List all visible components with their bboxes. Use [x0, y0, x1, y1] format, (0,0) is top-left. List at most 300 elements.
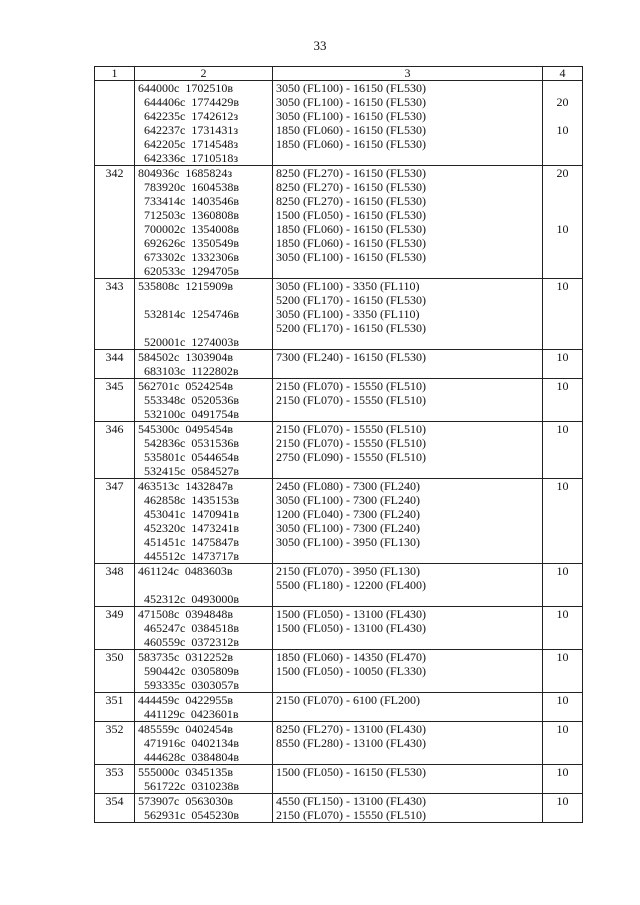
col4-value: 10 — [556, 279, 569, 293]
zone-number: 350 — [95, 650, 135, 693]
coordinate-line — [138, 564, 269, 578]
level-range: 1500 (FL050) - 13100 (FL430) — [276, 621, 426, 635]
longitude: 0384518в — [191, 621, 239, 635]
level-range: 1850 (FL060) - 16150 (FL530) — [276, 137, 426, 151]
col4-value — [546, 678, 579, 692]
coordinates-cell — [135, 81, 273, 166]
coordinate-line — [144, 464, 269, 478]
levels-cell — [273, 765, 543, 794]
table-row — [95, 379, 583, 422]
longitude: 0493000в — [191, 592, 239, 606]
col4-cell — [543, 693, 583, 722]
coordinate-line — [144, 507, 269, 521]
longitude: 0394848в — [185, 607, 233, 621]
level-range: 1850 (FL060) - 16150 (FL530) — [276, 236, 426, 250]
coordinate-line — [144, 707, 269, 721]
coordinate-line — [144, 236, 269, 250]
latitude: 555000с — [138, 765, 180, 779]
level-range: 3050 (FL100) - 3350 (FL110) — [276, 279, 420, 293]
col4-value: 10 — [556, 222, 569, 236]
levels-cell — [273, 379, 543, 422]
col4-cell — [543, 350, 583, 379]
coordinate-line — [144, 393, 269, 407]
latitude: 463513с — [138, 479, 180, 493]
coordinates-cell — [135, 564, 273, 607]
col4-value — [546, 335, 579, 349]
table-row — [95, 350, 583, 379]
col4-value — [546, 436, 579, 450]
zone-number: 343 — [95, 279, 135, 350]
zone-number: 346 — [95, 422, 135, 479]
coordinates-cell — [135, 350, 273, 379]
coordinate-line — [144, 364, 269, 378]
coordinate-line — [144, 222, 269, 236]
latitude: 545300с — [138, 422, 180, 436]
level-range: 1850 (FL060) - 16150 (FL530) — [276, 222, 426, 236]
coordinate-line — [138, 794, 269, 808]
latitude: 520001с — [144, 335, 186, 349]
levels-cell — [273, 350, 543, 379]
level-range: 8250 (FL270) - 16150 (FL530) — [276, 166, 426, 180]
longitude: 1774429в — [191, 95, 239, 109]
coordinates-cell — [135, 650, 273, 693]
coordinate-line — [144, 808, 269, 822]
longitude: 1702510в — [185, 81, 233, 95]
coordinate-line — [144, 407, 269, 421]
levels-cell — [273, 722, 543, 765]
latitude: 471916с — [144, 736, 186, 750]
col4-cell — [543, 650, 583, 693]
latitude: 620533с — [144, 264, 186, 278]
latitude: 700002с — [144, 222, 186, 236]
longitude: 1332306в — [191, 250, 239, 264]
zone-number: 351 — [95, 693, 135, 722]
col4-value: 20 — [556, 95, 569, 109]
col4-value — [546, 535, 579, 549]
coordinate-line — [144, 621, 269, 635]
coordinate-line — [144, 450, 269, 464]
table-row — [95, 422, 583, 479]
latitude: 532814с — [144, 307, 186, 321]
col4-value: 10 — [556, 123, 569, 137]
coordinate-line — [144, 750, 269, 764]
coordinates-cell — [135, 422, 273, 479]
latitude: 441129с — [144, 707, 185, 721]
latitude: 562701с — [138, 379, 180, 393]
latitude: 642205с — [144, 137, 186, 151]
col4-value — [546, 81, 579, 95]
col4-value: 10 — [556, 379, 569, 393]
latitude: 445512с — [144, 549, 186, 563]
longitude: 0483603в — [184, 564, 233, 578]
longitude: 0491754в — [191, 407, 239, 421]
col4-value: 10 — [556, 350, 569, 364]
col4-value — [546, 664, 579, 678]
coordinate-line — [144, 664, 269, 678]
level-range: 2750 (FL090) - 15550 (FL510) — [276, 450, 426, 464]
col4-value — [546, 464, 579, 478]
coordinate-line — [144, 123, 269, 137]
col4-value — [546, 549, 579, 563]
longitude: 0310238в — [191, 779, 239, 793]
latitude: 692626с — [144, 236, 186, 250]
col4-value — [546, 808, 579, 822]
level-range: 3050 (FL100) - 16150 (FL530) — [276, 81, 426, 95]
coordinate-line — [138, 765, 269, 779]
latitude: 532100с — [144, 407, 186, 421]
latitude: 783920с — [144, 180, 186, 194]
level-range: 5200 (FL170) - 16150 (FL530) — [276, 293, 426, 307]
longitude: 0544654в — [191, 450, 239, 464]
coordinate-line — [144, 194, 269, 208]
col4-value: 10 — [556, 693, 569, 707]
levels-cell — [273, 693, 543, 722]
zone-number: 349 — [95, 607, 135, 650]
level-range: 1500 (FL050) - 13100 (FL430) — [276, 607, 426, 621]
coordinate-line — [138, 650, 269, 664]
zone-number: 345 — [95, 379, 135, 422]
table-row — [95, 722, 583, 765]
coordinate-line — [144, 635, 269, 649]
level-range: 8550 (FL280) - 13100 (FL430) — [276, 736, 426, 750]
latitude: 465247с — [144, 621, 186, 635]
coordinates-cell — [135, 693, 273, 722]
level-range: 2450 (FL080) - 7300 (FL240) — [276, 479, 420, 493]
coordinate-line — [144, 549, 269, 563]
latitude: 733414с — [144, 194, 186, 208]
coordinate-line — [144, 521, 269, 535]
longitude: 1475847в — [191, 535, 239, 549]
coordinate-line — [138, 693, 269, 707]
col4-value: 10 — [556, 794, 569, 808]
col4-value: 10 — [556, 607, 569, 621]
coordinates-cell — [135, 479, 273, 564]
col4-cell — [543, 422, 583, 479]
coordinates-cell — [135, 722, 273, 765]
coordinate-line — [138, 166, 269, 180]
latitude: 535801с — [144, 450, 186, 464]
zone-number: 342 — [95, 166, 135, 279]
coordinate-line — [144, 293, 269, 307]
table-row — [95, 479, 583, 564]
header-col-1: 1 — [95, 67, 135, 81]
latitude: 553348с — [144, 393, 186, 407]
col4-value — [546, 250, 579, 264]
longitude: 1274003в — [191, 335, 239, 349]
zone-number: 354 — [95, 794, 135, 823]
zone-number: 353 — [95, 765, 135, 794]
col4-value: 10 — [556, 722, 569, 736]
table-row — [95, 279, 583, 350]
longitude: 1435153в — [191, 493, 239, 507]
level-range: 8250 (FL270) - 13100 (FL430) — [276, 722, 426, 736]
longitude: 0531536в — [191, 436, 239, 450]
levels-cell — [273, 564, 543, 607]
longitude: 0423601в — [190, 707, 239, 721]
longitude: 1360808в — [191, 208, 239, 222]
coordinate-line — [144, 180, 269, 194]
level-range: 5200 (FL170) - 16150 (FL530) — [276, 321, 426, 335]
col4-value — [546, 521, 579, 535]
level-range: 1200 (FL040) - 7300 (FL240) — [276, 507, 420, 521]
longitude: 1294705в — [191, 264, 239, 278]
latitude: 673302с — [144, 250, 186, 264]
col4-value: 10 — [556, 650, 569, 664]
coordinate-line — [144, 578, 269, 592]
level-range — [276, 779, 539, 793]
levels-cell — [273, 166, 543, 279]
col4-value — [546, 293, 579, 307]
level-range — [276, 407, 539, 421]
levels-cell — [273, 650, 543, 693]
latitude: 532415с — [144, 464, 186, 478]
level-range: 2150 (FL070) - 15550 (FL510) — [276, 379, 426, 393]
coordinate-line — [144, 736, 269, 750]
longitude: 0345135в — [185, 765, 233, 779]
zone-number — [95, 81, 135, 166]
longitude: 0384804в — [191, 750, 239, 764]
col4-value: 10 — [556, 479, 569, 493]
latitude: 471508с — [138, 607, 180, 621]
col4-value — [546, 493, 579, 507]
level-range — [276, 335, 539, 349]
latitude: 562931с — [144, 808, 186, 822]
latitude: 642336с — [144, 151, 186, 165]
col4-cell — [543, 166, 583, 279]
coordinates-cell — [135, 765, 273, 794]
level-range: 1850 (FL060) - 14350 (FL470) — [276, 650, 426, 664]
header-col-3: 3 — [273, 67, 543, 81]
page-number: 33 — [313, 38, 327, 53]
longitude: 0545230в — [191, 808, 239, 822]
level-range — [276, 750, 539, 764]
level-range: 3050 (FL100) - 7300 (FL240) — [276, 493, 420, 507]
latitude: 444459с — [138, 693, 180, 707]
latitude: 712503с — [144, 208, 186, 222]
col4-cell — [543, 564, 583, 607]
col4-value — [546, 236, 579, 250]
col4-cell — [543, 722, 583, 765]
level-range: 2150 (FL070) - 15550 (FL510) — [276, 422, 426, 436]
longitude: 1685824з — [185, 166, 233, 180]
table-row — [95, 166, 583, 279]
longitude: 1473241в — [191, 521, 239, 535]
latitude: 453041с — [144, 507, 186, 521]
longitude: 0422955в — [185, 693, 233, 707]
coordinate-line — [138, 607, 269, 621]
latitude: 593335с — [144, 678, 186, 692]
latitude: 804936с — [138, 166, 180, 180]
coordinate-line — [144, 208, 269, 222]
longitude: 0524254в — [185, 379, 233, 393]
longitude: 0303057в — [191, 678, 239, 692]
col4-value — [546, 321, 579, 335]
longitude: 0584527в — [191, 464, 239, 478]
header-col-2: 2 — [135, 67, 273, 81]
longitude: 1432847в — [185, 479, 233, 493]
longitude: 0372312в — [191, 635, 239, 649]
col4-value: 10 — [556, 422, 569, 436]
level-range: 2150 (FL070) - 15550 (FL510) — [276, 393, 426, 407]
level-range: 3050 (FL100) - 3950 (FL130) — [276, 535, 420, 549]
level-range: 2150 (FL070) - 6100 (FL200) — [276, 693, 420, 707]
latitude: 590442с — [144, 664, 186, 678]
coordinate-line — [138, 479, 269, 493]
coordinate-line — [138, 422, 269, 436]
coordinate-line — [138, 722, 269, 736]
col4-value — [546, 450, 579, 464]
col4-value — [546, 635, 579, 649]
longitude: 1354008в — [191, 222, 239, 236]
longitude: 1470941в — [191, 507, 239, 521]
latitude: 462858с — [144, 493, 186, 507]
longitude: 1742612з — [191, 109, 239, 123]
level-range — [276, 707, 539, 721]
col4-value — [546, 750, 579, 764]
coordinate-line — [144, 678, 269, 692]
col4-cell — [543, 81, 583, 166]
latitude: 583735с — [138, 650, 180, 664]
longitude: 1714548з — [191, 137, 239, 151]
col4-value: 10 — [556, 765, 569, 779]
col4-value — [546, 364, 579, 378]
table-row — [95, 607, 583, 650]
coordinate-line — [144, 264, 269, 278]
coordinate-line — [144, 335, 269, 349]
level-range — [276, 678, 539, 692]
col4-value — [546, 208, 579, 222]
coordinate-line — [144, 151, 269, 165]
col4-cell — [543, 379, 583, 422]
longitude: 0402134в — [191, 736, 239, 750]
level-range: 3050 (FL100) - 16150 (FL530) — [276, 109, 426, 123]
longitude: 1303904в — [185, 350, 233, 364]
col4-cell — [543, 794, 583, 823]
table-row — [95, 794, 583, 823]
col4-value — [546, 707, 579, 721]
coordinates-cell — [135, 166, 273, 279]
col4-value — [546, 621, 579, 635]
col4-value: 10 — [556, 564, 569, 578]
col4-value — [546, 264, 579, 278]
coordinate-line — [138, 279, 269, 293]
table-header-row — [95, 67, 583, 81]
col4-value — [546, 194, 579, 208]
level-range — [276, 464, 539, 478]
level-range: 1500 (FL050) - 16150 (FL530) — [276, 208, 426, 222]
col4-cell — [543, 607, 583, 650]
level-range: 3050 (FL100) - 16150 (FL530) — [276, 250, 426, 264]
latitude: 452312с — [144, 592, 186, 606]
level-range: 3050 (FL100) - 7300 (FL240) — [276, 521, 420, 535]
level-range — [276, 364, 539, 378]
latitude: 452320с — [144, 521, 186, 535]
coordinate-line — [144, 95, 269, 109]
col4-cell — [543, 279, 583, 350]
latitude: 642237с — [144, 123, 186, 137]
coordinate-line — [144, 436, 269, 450]
longitude: 1731431з — [191, 123, 239, 137]
longitude: 1403546в — [191, 194, 239, 208]
level-range: 2150 (FL070) - 15550 (FL510) — [276, 436, 426, 450]
level-range: 8250 (FL270) - 16150 (FL530) — [276, 180, 426, 194]
latitude: 584502с — [138, 350, 180, 364]
coordinate-line — [138, 379, 269, 393]
latitude: 542836с — [144, 436, 186, 450]
col4-value — [546, 307, 579, 321]
col4-value — [546, 578, 579, 592]
col4-value — [546, 507, 579, 521]
level-range: 1500 (FL050) - 10050 (FL330) — [276, 664, 426, 678]
longitude: 0402454в — [185, 722, 233, 736]
level-range: 3050 (FL100) - 3350 (FL110) — [276, 307, 420, 321]
col4-value — [546, 180, 579, 194]
latitude: 444628с — [144, 750, 186, 764]
col4-value: 20 — [556, 166, 569, 180]
levels-cell — [273, 607, 543, 650]
levels-cell — [273, 422, 543, 479]
level-range — [276, 549, 539, 563]
latitude: 461124с — [138, 564, 179, 578]
latitude: 561722с — [144, 779, 186, 793]
levels-cell — [273, 794, 543, 823]
col4-value — [546, 779, 579, 793]
latitude: 642235с — [144, 109, 186, 123]
col4-value — [546, 109, 579, 123]
col4-value — [546, 407, 579, 421]
latitude: 644000с — [138, 81, 180, 95]
col4-value — [546, 393, 579, 407]
latitude: 644406с — [144, 95, 186, 109]
levels-cell — [273, 279, 543, 350]
table-row — [95, 650, 583, 693]
table-row — [95, 81, 583, 166]
coordinate-line — [144, 137, 269, 151]
level-range: 1850 (FL060) - 16150 (FL530) — [276, 123, 426, 137]
col4-value — [546, 736, 579, 750]
coordinate-line — [144, 493, 269, 507]
latitude: 535808с — [138, 279, 180, 293]
longitude: 1254746в — [191, 307, 239, 321]
level-range: 7300 (FL240) - 16150 (FL530) — [276, 350, 426, 364]
col4-value — [546, 151, 579, 165]
table-row — [95, 765, 583, 794]
zone-number: 344 — [95, 350, 135, 379]
levels-cell — [273, 81, 543, 166]
latitude: 460559с — [144, 635, 186, 649]
airspace-table — [94, 66, 583, 823]
coordinate-line — [138, 350, 269, 364]
coordinate-line — [144, 592, 269, 606]
col4-value — [546, 592, 579, 606]
coordinate-line — [144, 321, 269, 335]
longitude: 0312252в — [185, 650, 233, 664]
coordinates-cell — [135, 794, 273, 823]
coordinates-cell — [135, 379, 273, 422]
level-range — [276, 592, 539, 606]
coordinate-line — [144, 779, 269, 793]
coordinate-line — [144, 250, 269, 264]
coordinate-line — [144, 109, 269, 123]
level-range: 2150 (FL070) - 15550 (FL510) — [276, 808, 426, 822]
longitude: 1710518з — [191, 151, 239, 165]
col4-value — [546, 137, 579, 151]
coordinates-cell — [135, 279, 273, 350]
coordinate-line — [144, 307, 269, 321]
longitude: 1604538в — [191, 180, 239, 194]
longitude: 1215909в — [185, 279, 233, 293]
col4-cell — [543, 479, 583, 564]
